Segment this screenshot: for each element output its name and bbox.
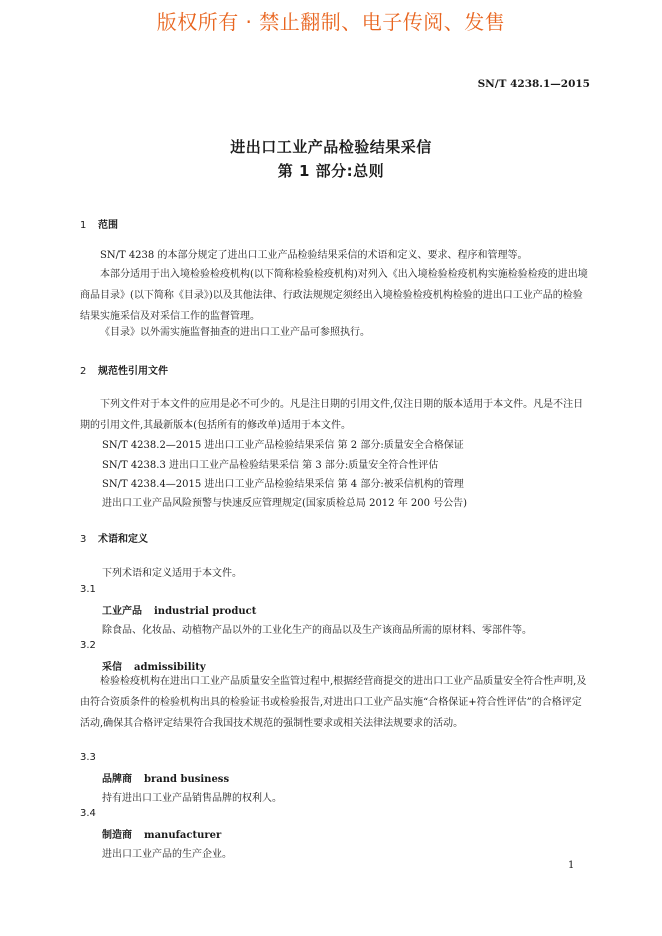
copyright-watermark: 版权所有 · 禁止翻制、电子传阅、发售 (156, 10, 506, 34)
term-definition: 持有进出口工业产品销售品牌的权利人。 (102, 793, 282, 804)
document-number: SN/T 4238.1—2015 (477, 78, 590, 90)
term-definition: 检验检疫机构在进出口工业产品质量安全监管过程中,根据经营商提交的进出口工业产品质量安全符合性声明,及由符合资质条件的检验机构出具的检验证书或检验报告,对进出口工业产品实施“合格保证+符合性评估”的合格评定活动,确保其合格评定结果符合我国技术规范的强制性要求或相关法律法规要求的活动。 (80, 676, 587, 729)
reference-item: SN/T 4238.2—2015 进出口工业产品检验结果采信 第 2 部分:质量安全合格保证 (102, 440, 464, 451)
term-en: brand business (144, 774, 230, 785)
term-en: industrial product (154, 606, 257, 617)
term-definition: 除食品、化妆品、动植物产品以外的工业化生产的商品以及生产该商品所需的原材料、零部件等。 (102, 625, 532, 636)
term-definition: 进出口工业产品的生产企业。 (102, 849, 232, 860)
section-2-paragraph: 下列文件对于本文件的应用是必不可少的。凡是注日期的引用文件,仅注日期的版本适用于本文件。凡是不注日期的引用文件,其最新版本(包括所有的修改单)适用于本文件。 (80, 399, 584, 431)
term-number: 3.2 (80, 640, 96, 651)
section-1-paragraph-1: SN/T 4238 的本部分规定了进出口工业产品检验结果采信的术语和定义、要求、程序和管理等。 (100, 250, 528, 261)
term-heading (102, 770, 229, 785)
document-title: 进出口工业产品检验结果采信 (230, 138, 432, 156)
section-3-heading (80, 530, 148, 545)
section-title: 术语和定义 (98, 534, 148, 545)
section-1-paragraph-2: 本部分适用于出入境检验检疫机构(以下简称检验检疫机构)对列入《出入境检验检疫机构实施检验检疫的进出境商品目录》(以下简称《目录》)以及其他法律、行政法规规定须经出入境检验检疫机构检验的进出口工业产品的检验结果实施采信及对采信工作的监督管理。 (80, 269, 588, 322)
section-number: 2 (80, 366, 87, 377)
term-zh: 制造商 (102, 830, 132, 841)
term-heading (102, 602, 256, 617)
term-heading (102, 826, 221, 841)
term-number: 3.4 (80, 808, 96, 819)
term-zh: 品牌商 (102, 774, 132, 785)
reference-item: SN/T 4238.4—2015 进出口工业产品检验结果采信 第 4 部分:被采信机构的管理 (102, 479, 464, 490)
section-title: 范围 (98, 220, 118, 231)
term-zh: 工业产品 (102, 606, 142, 617)
document-subtitle: 第 1 部分:总则 (277, 162, 385, 180)
section-2-heading (80, 362, 168, 377)
section-title: 规范性引用文件 (98, 366, 168, 377)
reference-item: 进出口工业产品风险预警与快速反应管理规定(国家质检总局 2012 年 200 号公告) (102, 498, 468, 509)
term-number: 3.3 (80, 752, 96, 763)
section-1-paragraph-3: 《目录》以外需实施监督抽查的进出口工业产品可参照执行。 (100, 327, 370, 338)
section-1-heading (80, 216, 118, 231)
page-number: 1 (568, 860, 575, 871)
term-number: 3.1 (80, 584, 96, 595)
section-number: 3 (80, 534, 87, 545)
term-zh: 采信 (102, 662, 122, 673)
term-en: admissibility (134, 662, 206, 673)
term-en: manufacturer (144, 830, 222, 841)
section-3-intro: 下列术语和定义适用于本文件。 (102, 568, 242, 579)
section-number: 1 (80, 220, 87, 231)
reference-item: SN/T 4238.3 进出口工业产品检验结果采信 第 3 部分:质量安全符合性评估 (102, 460, 439, 471)
